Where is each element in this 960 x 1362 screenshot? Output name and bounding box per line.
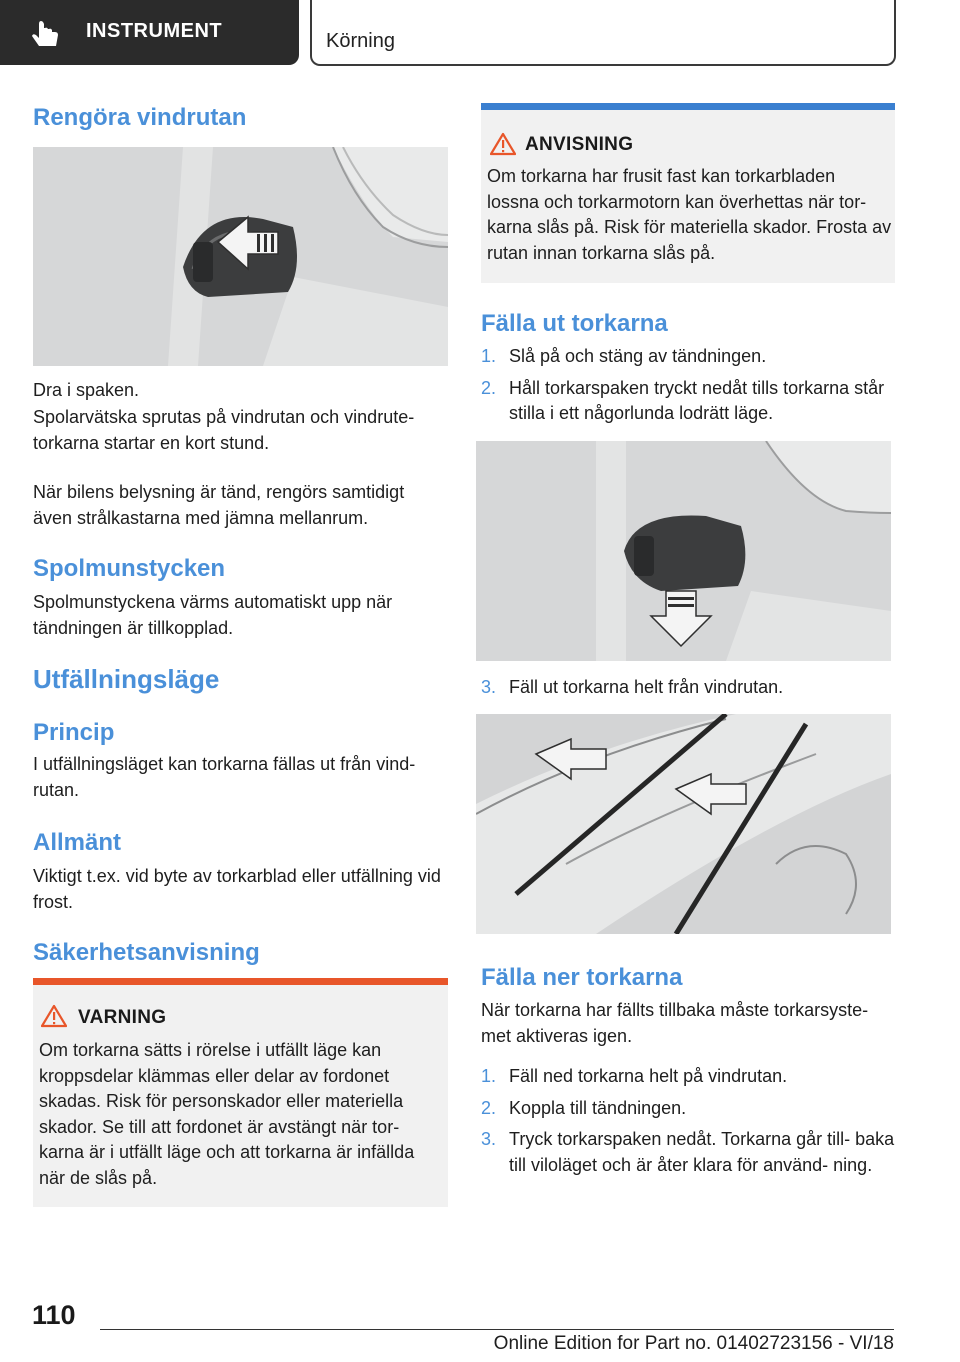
warning-triangle-icon (41, 1004, 67, 1028)
notice-text: Om torkarna har frusit fast kan torkarbladen lossna och torkarmotorn kan överhettas när tor‐ karna slås på. Risk för materiella skador. Frosta av rutan innan torkarna slås på. (487, 166, 892, 263)
figure-wiper-lever-push (476, 441, 891, 661)
heading-safety-notice: Säkerhetsanvisning (33, 939, 260, 966)
heading-washer-nozzles: Spolmunstycken (33, 555, 226, 582)
notice-bar (481, 103, 895, 110)
heading-fold-out-position: Utfällningsläge (33, 664, 220, 694)
warning-text: Om torkarna sätts i rörelse i utfällt läge kan kroppsdelar klämmas eller delar av fordonet skadas. Risk för personskador eller materiella skador. Se till att fordonet är avstängt när tor‐ karna är i utfällt läge och att torkarna är infällda när de slås på. (39, 1040, 415, 1188)
warning-title: VARNING (78, 1007, 167, 1028)
text-washer-nozzles: Spolmunstyckena värms automatiskt upp när tändningen är tillkopplad. (33, 592, 393, 638)
section-header (310, 0, 896, 66)
heading-clean-windshield: Rengöra vindrutan (33, 104, 247, 131)
section-title: Körning (326, 30, 395, 52)
list-item (481, 1127, 895, 1178)
list-item (481, 1064, 895, 1090)
page-number: 110 (32, 1300, 76, 1330)
list-item (481, 344, 895, 370)
figure-wipers-folded-out (476, 714, 891, 934)
text-headlight-cleaning: När bilens belysning är tänd, rengörs samtidigt även strålkastarna med jämna mellanrum. (33, 482, 405, 528)
heading-fold-out-wipers: Fälla ut torkarna (481, 310, 668, 337)
step-text: Fäll ned torkarna helt på vindrutan. (509, 1066, 788, 1086)
warning-bar (33, 978, 448, 985)
step-text: Tryck torkarspaken nedåt. Torkarna går till‐ baka till viloläget och är åter klara för använd‐ ning. (509, 1129, 895, 1175)
step-number: 1. (481, 346, 497, 366)
fold-out-steps-b (481, 675, 895, 701)
step-number: 2. (481, 377, 497, 398)
step-number: 1. (481, 1066, 497, 1086)
list-item (481, 675, 895, 701)
fold-out-steps-a (481, 344, 895, 427)
text-pull-lever: Dra i spaken. (33, 380, 140, 400)
step-number: 2. (481, 1097, 497, 1118)
pointing-hand-icon (30, 20, 64, 50)
figure-wiper-lever-pull (33, 147, 448, 366)
warning-box (33, 978, 448, 1207)
notice-triangle-icon (490, 132, 516, 156)
notice-title: ANVISNING (525, 134, 634, 155)
text-general: Viktigt t.ex. vid byte av torkarblad eller utfällning vid frost. (33, 866, 441, 912)
step-text: Koppla till tändningen. (509, 1097, 687, 1118)
notice-box (481, 103, 895, 283)
edition-note: Online Edition for Part no. 01402723156 - VI/18 (493, 1333, 894, 1354)
list-item (481, 1096, 895, 1122)
chapter-tab[interactable] (0, 0, 299, 65)
heading-fold-in-wipers: Fälla ner torkarna (481, 964, 683, 991)
step-text: Håll torkarspaken tryckt nedåt tills torkarna står stilla i ett någorlunda lodrätt läge. (509, 377, 885, 423)
chapter-tab-label: INSTRUMENT (86, 20, 223, 42)
list-item (481, 376, 895, 427)
heading-principle: Princip (33, 719, 115, 746)
fold-in-steps (481, 1064, 895, 1178)
step-number: 3. (481, 677, 497, 697)
footer-divider (100, 1329, 894, 1330)
step-text: Fäll ut torkarna helt från vindrutan. (509, 677, 784, 697)
step-text: Slå på och stäng av tändningen. (509, 346, 767, 366)
wiper-lever-pull-illustration (33, 147, 448, 366)
heading-general: Allmänt (33, 829, 122, 856)
wiper-lever-push-illustration (476, 441, 891, 661)
step-number: 3. (481, 1129, 497, 1149)
text-washer-fluid: Spolarvätska sprutas på vindrutan och vindrute‐ torkarna startar en kort stund. (33, 407, 415, 453)
text-fold-in: När torkarna har fällts tillbaka måste torkarsyste‐ met aktiveras igen. (481, 1000, 869, 1046)
wipers-folded-out-illustration (476, 714, 891, 934)
text-principle: I utfällningsläget kan torkarna fällas ut från vind‐ rutan. (33, 754, 416, 800)
